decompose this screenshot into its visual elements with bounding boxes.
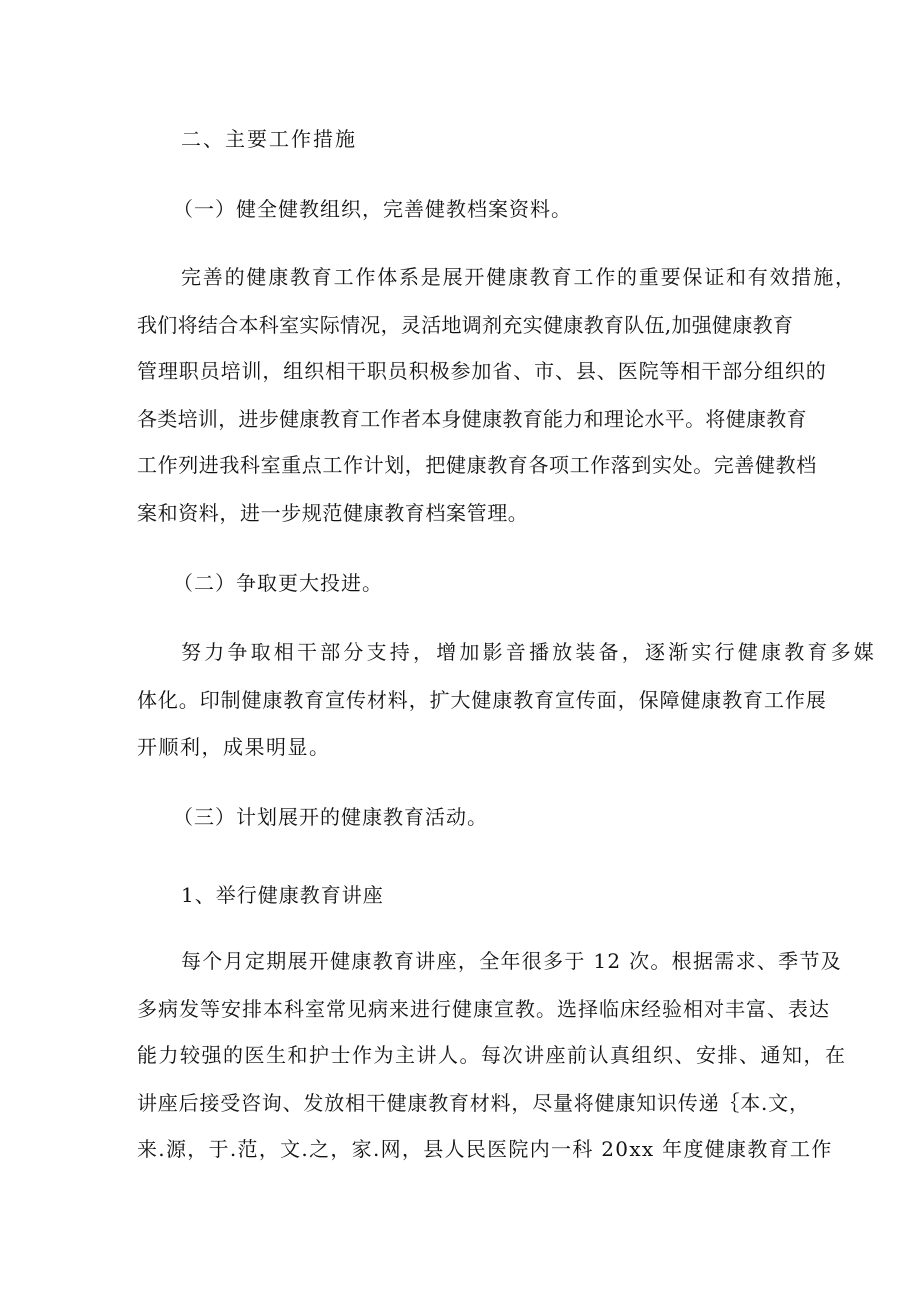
section-1-paragraph-line: 管理职员培训，组织相干职员积极参加省、市、县、医院等相干部分组织的	[137, 359, 827, 383]
subsection-1-paragraph-line: 讲座后接受咨询、发放相干健康教育材料，尽量将健康知识传递｛本.文，	[137, 1091, 810, 1115]
section-1-paragraph-line: 我们将结合本科室实际情况，灵活地调剂充实健康教育队伍,加强健康教育	[137, 313, 794, 337]
subsection-1-title: 1、举行健康教育讲座	[181, 883, 384, 907]
main-heading: 二、主要工作措施	[181, 127, 357, 151]
section-2-paragraph-line: 体化。印制健康教育宣传材料，扩大健康教育宣传面，保障健康教育工作展	[137, 688, 827, 712]
section-1-paragraph-line: 各类培训，进步健康教育工作者本身健康教育能力和理论水平。将健康教育	[137, 407, 807, 431]
subsection-1-paragraph-line: 来.源，于.范，文.之，家.网，县人民医院内一科 20xx 年度健康教育工作	[137, 1137, 833, 1161]
section-1-title: （一）健全健教组织，完善健教档案资料。	[173, 197, 572, 221]
section-1-paragraph-line: 案和资料，进一步规范健康教育档案管理。	[137, 501, 529, 525]
subsection-1-paragraph-line: 每个月定期展开健康教育讲座，全年很多于 12 次。根据需求、季节及	[181, 949, 843, 973]
subsection-1-paragraph-line: 能力较强的医生和护士作为主讲人。每次讲座前认真组织、安排、通知，在	[137, 1043, 847, 1067]
section-1-paragraph-line: 工作列进我科室重点工作计划，把健康教育各项工作落到实处。完善健教档	[137, 453, 817, 477]
section-1-paragraph-line: 完善的健康教育工作体系是展开健康教育工作的重要保证和有效措施，	[181, 265, 857, 289]
subsection-1-paragraph-line: 多病发等安排本科室常见病来进行健康宣教。选择临床经验相对丰富、表达	[137, 997, 830, 1021]
section-2-paragraph-line: 开顺利，成果明显。	[137, 735, 331, 759]
section-3-title: （三）计划展开的健康教育活动。	[173, 805, 488, 829]
section-2-paragraph-line: 努力争取相干部分支持，增加影音播放装备，逐渐实行健康教育多媒	[181, 640, 877, 664]
section-2-title: （二）争取更大投进。	[173, 571, 383, 595]
